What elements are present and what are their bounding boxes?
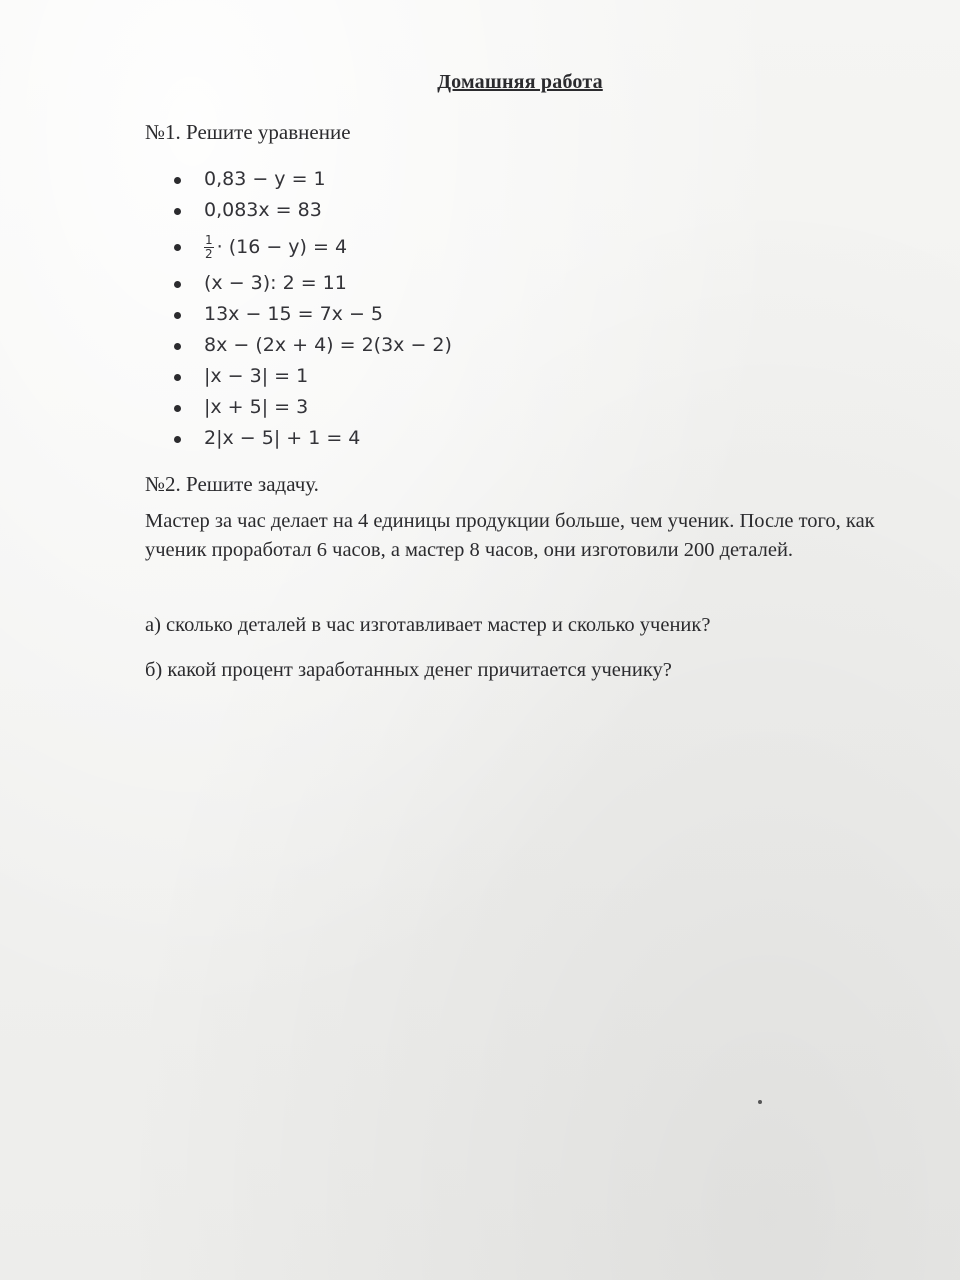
- equation-item: [170, 226, 452, 268]
- task1-heading: №1. Решите уравнение: [145, 120, 351, 144]
- equation-item: [170, 164, 452, 195]
- equation-text: · (16 − y) = 4: [216, 236, 348, 258]
- equation-item: [170, 392, 452, 423]
- bullet-icon: [174, 208, 181, 215]
- equation-item: [170, 268, 452, 299]
- fraction: [204, 234, 214, 261]
- document-title: Домашняя работа: [437, 71, 603, 93]
- fraction-denominator: 2: [205, 247, 213, 261]
- equation-text: 13x − 15 = 7x − 5: [204, 303, 384, 325]
- paper-speck: [758, 1100, 762, 1104]
- bullet-icon: [174, 312, 181, 319]
- equation-text: 8x − (2x + 4) = 2(3x − 2): [204, 334, 452, 356]
- equation-item: [170, 195, 452, 226]
- equation-text: 0,083x = 83: [204, 199, 322, 221]
- fraction-numerator: 1: [205, 233, 213, 247]
- problem-text: Мастер за час делает на 4 единицы продукции больше, чем ученик. После того, как ученик проработал 6 часов, а мастер 8 часов, они изготовили 200 деталей.: [145, 510, 875, 561]
- equation-text: 2|x − 5| + 1 = 4: [204, 427, 361, 449]
- equation-text: (x − 3): 2 = 11: [204, 272, 347, 294]
- equation-item: [170, 299, 452, 330]
- equation-text: 0,83 − y = 1: [204, 168, 326, 190]
- equation-item: [170, 361, 452, 392]
- bullet-icon: [174, 177, 181, 184]
- bullet-icon: [174, 405, 181, 412]
- bullet-icon: [174, 281, 181, 288]
- equation-item: [170, 423, 452, 454]
- equation-list: [170, 164, 452, 454]
- equation-item: [170, 330, 452, 361]
- equation-text: |x − 3| = 1: [204, 365, 309, 387]
- bullet-icon: [174, 374, 181, 381]
- bullet-icon: [174, 436, 181, 443]
- question-b: б) какой процент заработанных денег причитается ученику?: [145, 659, 672, 681]
- equation-text: |x + 5| = 3: [204, 396, 309, 418]
- bullet-icon: [174, 343, 181, 350]
- task2-heading: №2. Решите задачу.: [145, 472, 319, 496]
- bullet-icon: [174, 244, 181, 251]
- question-a: а) сколько деталей в час изготавливает мастер и сколько ученик?: [145, 614, 711, 636]
